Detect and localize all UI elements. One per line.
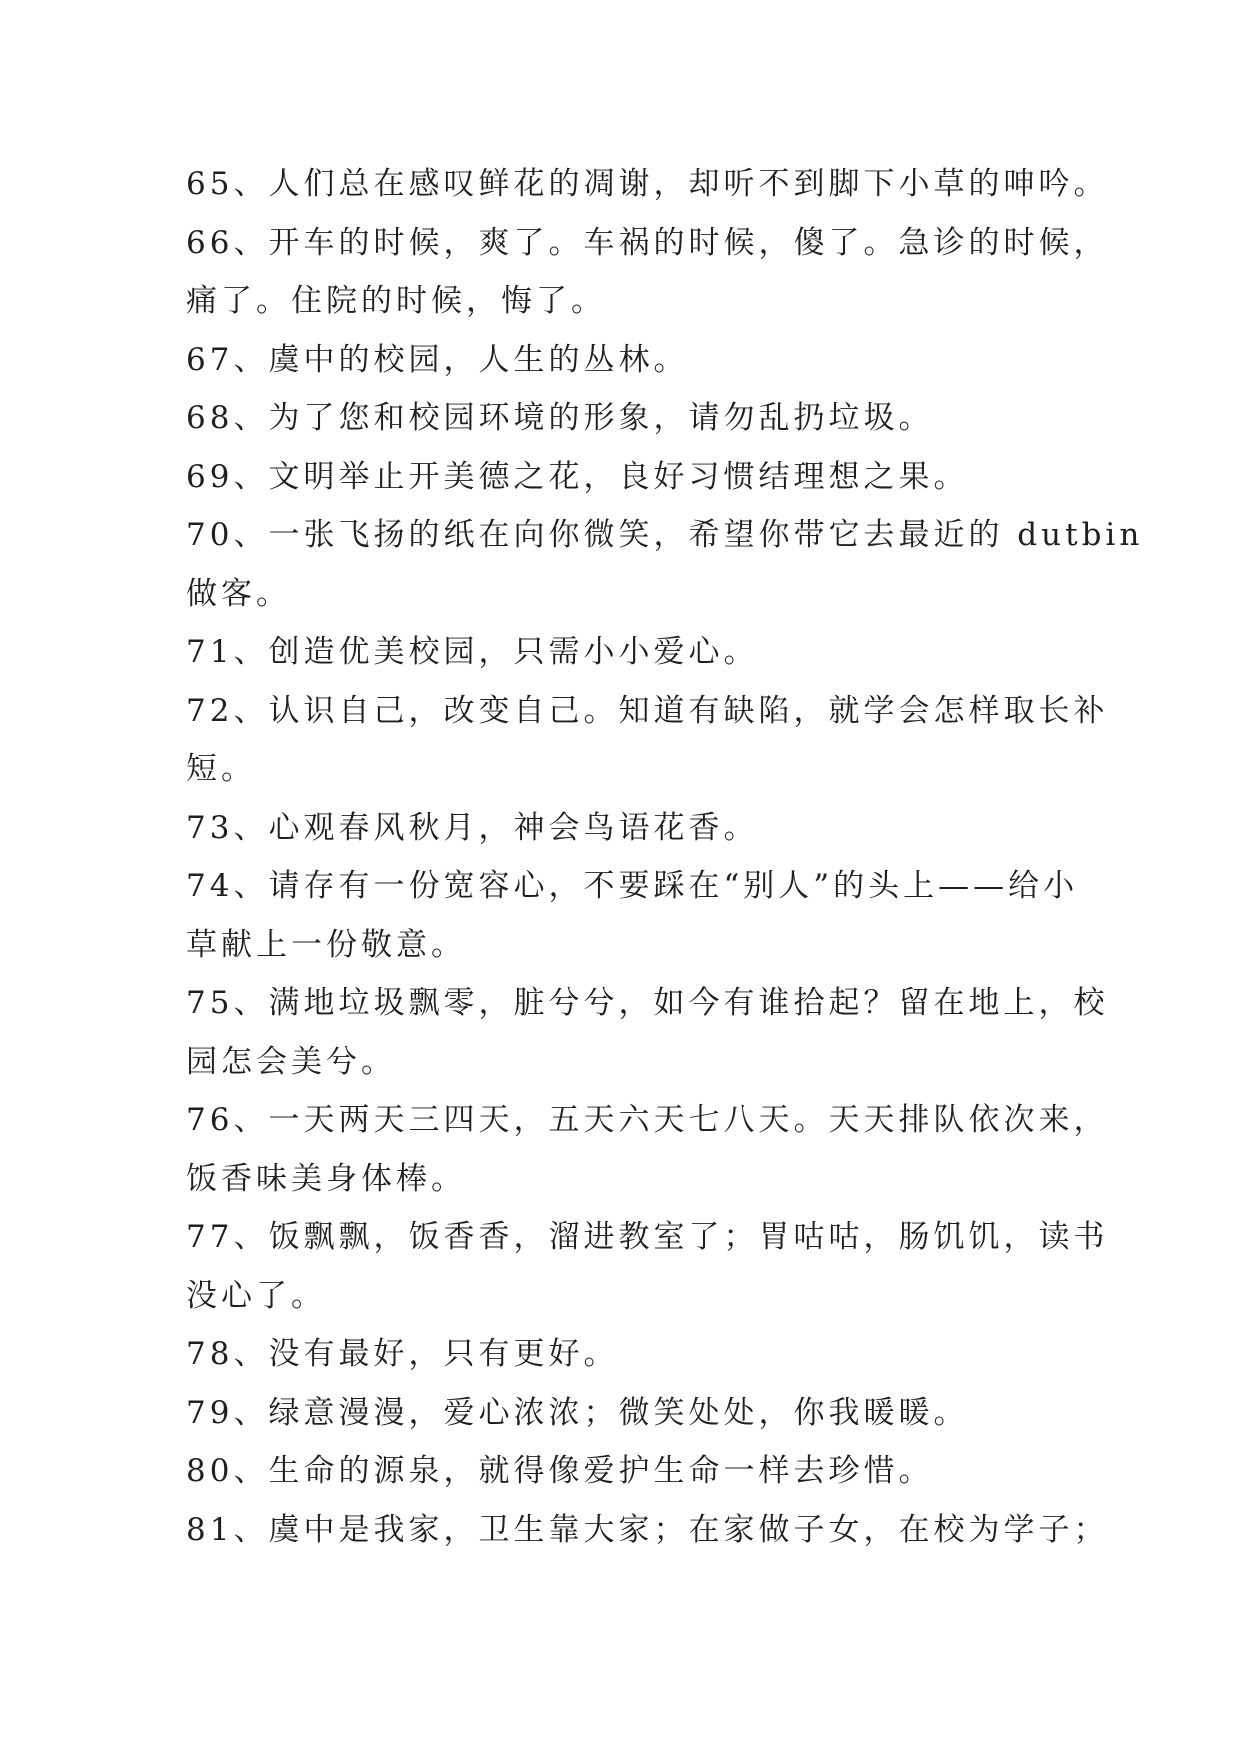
- slogan-list: [186, 155, 1144, 1559]
- text-line: 72、认识自己，改变自己。知道有缺陷，就学会怎样取长补: [186, 692, 1109, 729]
- text-line: 70、一张飞扬的纸在向你微笑，希望你带它去最近的 dutbin: [186, 517, 1144, 553]
- text-line: 65、人们总在感叹鲜花的凋谢，却听不到脚下小草的呻吟。: [186, 166, 1109, 202]
- text-line: 79、绿意漫漫，爱心浓浓；微笑处处，你我暖暖。: [186, 1394, 969, 1431]
- text-line: 75、满地垃圾飘零，脏兮兮，如今有谁拾起？留在地上，校: [186, 985, 1109, 1021]
- text-line: 饭香味美身体棒。: [186, 1160, 466, 1197]
- text-line: 66、开车的时候，爽了。车祸的时候，傻了。急诊的时候，: [186, 224, 1109, 261]
- text-line: 74、请存有一份宽容心，不要踩在“别人”的头上——给小: [186, 868, 1079, 904]
- text-line: 80、生命的源泉，就得像爱护生命一样去珍惜。: [186, 1453, 934, 1489]
- text-line: 短。: [186, 751, 256, 787]
- text-line: 78、没有最好，只有更好。: [186, 1336, 619, 1372]
- text-line: 76、一天两天三四天，五天六天七八天。天天排队依次来，: [186, 1102, 1109, 1138]
- text-line: 69、文明举止开美德之花，良好习惯结理想之果。: [186, 458, 969, 495]
- text-line: 草献上一份敬意。: [186, 926, 466, 963]
- text-line: 73、心观春风秋月，神会鸟语花香。: [186, 809, 759, 846]
- text-line: 痛了。住院的时候，悔了。: [186, 283, 606, 319]
- text-line: 做客。: [186, 575, 291, 612]
- text-line: 71、创造优美校园，只需小小爱心。: [186, 634, 759, 670]
- text-line: 67、虞中的校园，人生的丛林。: [186, 341, 689, 378]
- text-line: 园怎会美兮。: [186, 1043, 396, 1080]
- text-line: 68、为了您和校园环境的形象，请勿乱扔垃圾。: [186, 400, 934, 436]
- text-line: 77、饭飘飘，饭香香，溜进教室了；胃咕咕，肠饥饥，读书: [186, 1219, 1109, 1255]
- text-line: 没心了。: [186, 1277, 326, 1314]
- text-line: 81、虞中是我家，卫生靠大家；在家做子女，在校为学子；: [186, 1511, 1109, 1548]
